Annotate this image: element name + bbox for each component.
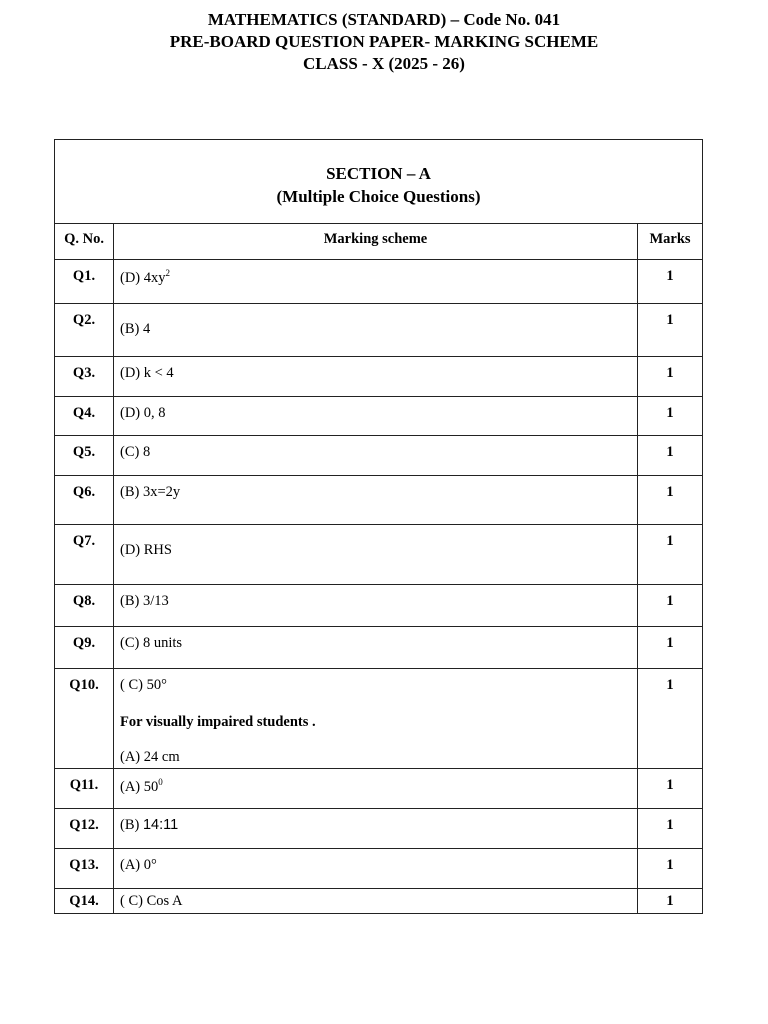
question-number: Q10.	[55, 669, 114, 769]
marks-cell: 1	[638, 436, 703, 476]
question-number: Q13.	[55, 849, 114, 889]
question-number: Q6.	[55, 476, 114, 525]
marks-cell: 1	[638, 260, 703, 304]
answer-cell: (D) RHS	[114, 525, 638, 585]
answer-cell: (A) 0°	[114, 849, 638, 889]
marks-cell: 1	[638, 669, 703, 769]
table-row	[55, 304, 703, 357]
header-paper-title: PRE-BOARD QUESTION PAPER- MARKING SCHEME	[169, 32, 599, 51]
answer-text: (A) 50	[120, 778, 159, 795]
visually-impaired-heading: For visually impaired students .	[120, 714, 316, 730]
answer-text: (D) 4xy	[120, 269, 166, 286]
table-row	[55, 476, 703, 525]
question-number: Q1.	[55, 260, 114, 304]
answer-cell	[114, 669, 638, 769]
question-number: Q14.	[55, 889, 114, 914]
question-number: Q12.	[55, 809, 114, 849]
marks-cell: 1	[638, 889, 703, 914]
table-row	[55, 525, 703, 585]
table-header-row	[55, 224, 703, 260]
question-number: Q7.	[55, 525, 114, 585]
section-title: SECTION – A	[326, 164, 431, 183]
table-row	[55, 849, 703, 889]
answer-ratio: 14:11	[142, 817, 179, 833]
answer-cell: (B) 3x=2y	[114, 476, 638, 525]
answer-text: ( C) 50°	[120, 677, 167, 693]
answer-cell: (B) 4	[114, 304, 638, 357]
table-row	[55, 260, 703, 304]
answer-cell: ( C) Cos A	[114, 889, 638, 914]
table-row	[55, 809, 703, 849]
answer-cell: (C) 8	[114, 436, 638, 476]
answer-cell: (D) k < 4	[114, 357, 638, 397]
marking-scheme-table	[54, 139, 703, 914]
answer-cell	[114, 260, 638, 304]
marks-cell: 1	[638, 476, 703, 525]
marks-cell: 1	[638, 397, 703, 436]
marks-cell: 1	[638, 357, 703, 397]
marks-cell: 1	[638, 809, 703, 849]
marks-cell: 1	[638, 627, 703, 669]
column-header-qno: Q. No.	[55, 224, 114, 260]
section-subtitle: (Multiple Choice Questions)	[276, 187, 481, 206]
column-header-scheme: Marking scheme	[114, 224, 638, 260]
answer-superscript: 2	[165, 268, 171, 278]
question-number: Q2.	[55, 304, 114, 357]
question-number: Q11.	[55, 769, 114, 809]
question-number: Q3.	[55, 357, 114, 397]
marks-cell: 1	[638, 849, 703, 889]
answer-cell	[114, 809, 638, 849]
visually-impaired-answer: (A) 24 cm	[120, 749, 180, 765]
table-row	[55, 436, 703, 476]
answer-cell: (C) 8 units	[114, 627, 638, 669]
answer-text: (B)	[120, 817, 143, 833]
column-header-marks: Marks	[638, 224, 703, 260]
question-number: Q8.	[55, 585, 114, 627]
section-heading	[55, 140, 703, 224]
document-header	[0, 9, 768, 75]
question-number: Q4.	[55, 397, 114, 436]
table-row	[55, 669, 703, 769]
marks-cell: 1	[638, 769, 703, 809]
header-subject: MATHEMATICS (STANDARD) – Code No. 041	[207, 10, 561, 29]
table-row	[55, 889, 703, 914]
table-row	[55, 357, 703, 397]
marks-cell: 1	[638, 304, 703, 357]
marks-cell: 1	[638, 525, 703, 585]
answer-cell: (D) 0, 8	[114, 397, 638, 436]
table-row	[55, 769, 703, 809]
header-class: CLASS - X (2025 - 26)	[303, 54, 465, 73]
table-row	[55, 585, 703, 627]
answer-superscript: 0	[158, 777, 163, 787]
table-row	[55, 627, 703, 669]
answer-cell: (B) 3/13	[114, 585, 638, 627]
table-row	[55, 397, 703, 436]
marks-cell: 1	[638, 585, 703, 627]
answer-cell	[114, 769, 638, 809]
question-number: Q5.	[55, 436, 114, 476]
question-number: Q9.	[55, 627, 114, 669]
